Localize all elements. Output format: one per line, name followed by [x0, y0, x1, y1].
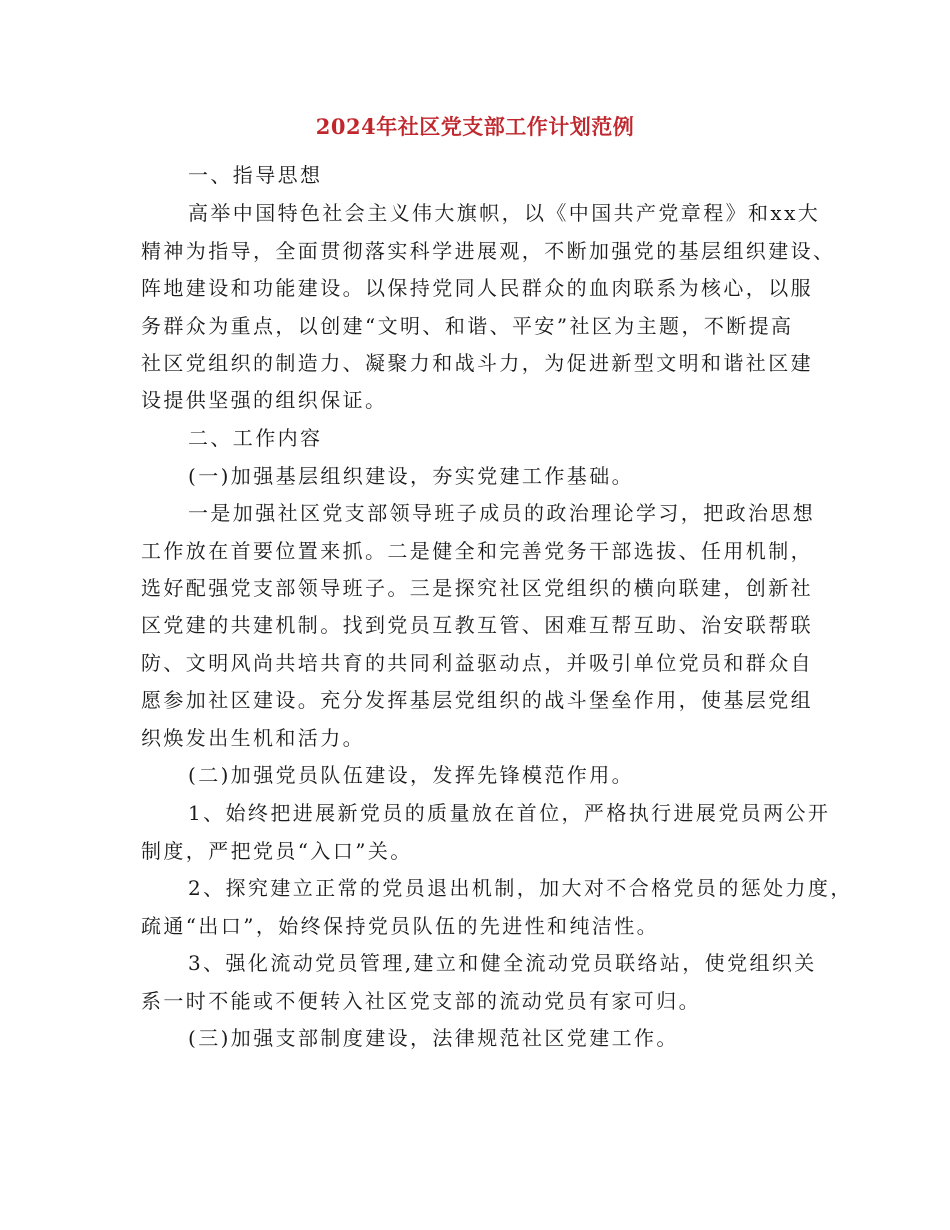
subsection-heading: (一)加强基层组织建设，夯实党建工作基础。 — [188, 464, 635, 488]
paragraph-line: 防、文明风尚共培共育的共同利益驱动点，并吸引单位党员和群众自 — [141, 651, 813, 675]
list-item-line: 3、强化流动党员管理,建立和健全流动党员联络站，使党组织关 — [188, 951, 817, 975]
subsection-heading: (三)加强支部制度建设，法律规范社区党建工作。 — [188, 1026, 679, 1050]
paragraph-line: 一是加强社区党支部领导班子成员的政治理论学习，把政治思想 — [188, 501, 816, 525]
paragraph-line: 高举中国特色社会主义伟大旗帜，以《中国共产党章程》和xx大 — [188, 201, 821, 225]
paragraph-line: 选好配强党支部领导班子。三是探究社区党组织的横向联建，创新社 — [141, 576, 813, 600]
paragraph-line: 织焕发出生机和活力。 — [141, 726, 365, 750]
section-heading-work-content: 二、工作内容 — [188, 426, 323, 450]
list-item-line: 2、探究建立正常的党员退出机制，加大对不合格党员的惩处力度， — [188, 876, 853, 900]
paragraph-line: 阵地建设和功能建设。以保持党同人民群众的血肉联系为核心，以服 — [141, 276, 813, 300]
list-item-line: 1、始终把进展新党员的质量放在首位，严格执行进展党员两公开 — [188, 801, 831, 825]
subsection-heading: (二)加强党员队伍建设，发挥先锋模范作用。 — [188, 763, 635, 787]
paragraph-line: 区党建的共建机制。找到党员互教互管、困难互帮互助、治安联帮联 — [141, 613, 813, 637]
list-item-line: 制度，严把党员“入口”关。 — [141, 839, 413, 863]
list-item-line: 疏通“出口”，始终保持党员队伍的先进性和纯洁性。 — [141, 914, 660, 938]
section-heading-guiding-ideology: 一、指导思想 — [188, 163, 323, 187]
paragraph-line: 愿参加社区建设。充分发挥基层党组织的战斗堡垒作用，使基层党组 — [141, 688, 813, 712]
paragraph-line: 务群众为重点，以创建“文明、和谐、平安”社区为主题，不断提高 — [141, 314, 794, 338]
document-title: 2024年社区党支部工作计划范例 — [315, 114, 635, 139]
paragraph-line: 工作放在首要位置来抓。二是健全和完善党务干部选拔、任用机制， — [141, 539, 813, 563]
paragraph-line: 精神为指导，全面贯彻落实科学进展观，不断加强党的基层组织建设、 — [141, 239, 836, 263]
paragraph-line: 社区党组织的制造力、凝聚力和战斗力，为促进新型文明和谐社区建 — [141, 351, 813, 375]
paragraph-line: 设提供坚强的组织保证。 — [141, 388, 388, 412]
list-item-line: 系一时不能或不便转入社区党支部的流动党员有家可归。 — [141, 989, 701, 1013]
